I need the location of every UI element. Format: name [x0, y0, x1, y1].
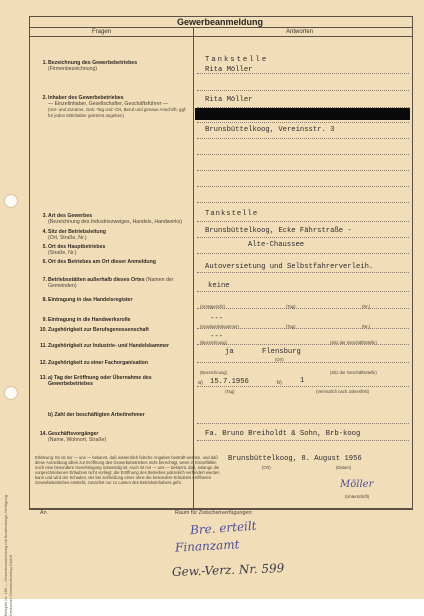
answer-owner: Rita Möller [205, 96, 253, 104]
handwritten-note: Bre. erteilt [189, 518, 257, 538]
question-number: 11. [40, 343, 47, 349]
answer-line [197, 386, 409, 387]
question-5 [48, 244, 188, 256]
column-divider [193, 27, 194, 508]
question-label: Bezeichnung des Gewerbebetriebes [48, 60, 138, 66]
question-label: Inhaber des Gewerbebetriebes [48, 95, 124, 101]
answer-local-business: Autoversietung und Selbstfahrerverleih. [205, 263, 374, 271]
field-label: (Tag) [286, 304, 296, 309]
field-label: (Tag) [225, 389, 235, 394]
handwritten-note: Finanzamt [174, 537, 240, 555]
answer-line [197, 272, 409, 273]
page-title: Gewerbeanmeldung [176, 17, 264, 27]
question-13a: a) Tag der Eröffnung oder Übernahme des Gewerbebetriebes [48, 375, 152, 387]
answer-line [197, 186, 409, 187]
field-label: (Nr.) [362, 304, 371, 309]
answer-line [197, 170, 409, 171]
answer-craft-register: --- [210, 315, 223, 323]
question-label: Geschäftsvorgänger [48, 431, 99, 437]
field-label: (Ort) [262, 465, 271, 470]
sidebar-print: Beispiel Nr. 186 — Gewerbeanmeldung mit Bearbeitungs-Verfügung Deutscher Gemeindeverlag GmbH [3, 495, 13, 616]
question-number: 7. [42, 277, 47, 283]
question-2 [48, 95, 188, 119]
question-number: 2. [42, 95, 47, 101]
punch-hole [4, 194, 18, 208]
field-label: (Handwerkskammer) [200, 324, 239, 329]
question-1 [48, 60, 188, 72]
field-label: (Datum) [336, 465, 352, 470]
answer-opening-date: 15.7.1956 [210, 378, 249, 386]
remarks-label: Raum für Zwischenverfügungen: [175, 510, 253, 516]
field-label: (Tag) [286, 324, 296, 329]
answer-firm-name: Rita Möller [205, 66, 253, 74]
signature: Möller [340, 479, 374, 490]
redaction-bar [195, 108, 410, 120]
question-hint: (Vor- und Zuname, Geb.-Tag und -Ort, Beruf und genaue Anschrift, ggf. für jeden Mitinhaber getrennt angeben) [48, 107, 187, 118]
answer-prefix: b) [277, 380, 282, 386]
question-7 [48, 277, 188, 289]
recipient-label: An [40, 510, 47, 516]
field-label: (Sitz der Geschäftsstelle) [330, 340, 377, 345]
question-number: 3. [42, 213, 47, 219]
answer-business-name: Tankstelle [205, 56, 269, 64]
answer-line [197, 362, 409, 363]
answer-line [197, 253, 409, 254]
answer-line [197, 221, 409, 222]
answer-line [197, 291, 409, 292]
col-header-answers: Antworten [286, 29, 314, 35]
question-number: 1. [42, 60, 47, 66]
question-number: 8. [42, 297, 47, 303]
question-4 [48, 229, 188, 241]
question-13b: b) Zahl der beschäftigten Arbeitnehmer [48, 412, 145, 418]
question-number: 13. [39, 375, 47, 381]
question-label: Sitz der Betriebsleitung [48, 229, 106, 235]
question-hint: (Firmenbezeichnung) [48, 66, 98, 72]
answer-chamber-location: Flensburg [262, 348, 301, 356]
question-number: 6. [42, 259, 47, 265]
question-hint: — Einzelinhaber, Gesellschafter, Geschäftsführer — [48, 101, 168, 107]
question-hint: (Straße, Nr.) [48, 250, 77, 256]
field-label: (Bezeichnung) [200, 370, 228, 375]
field-label: (Sitz der Geschäftsstelle) [330, 370, 377, 375]
answer-line [197, 423, 409, 424]
answer-line [197, 154, 409, 155]
question-8: Eintragung in das Handelsregister [48, 297, 133, 303]
question-number: 9. [42, 317, 47, 323]
answer-line [197, 202, 409, 203]
question-10: Zugehörigkeit zur Berufsgenossenschaft [48, 327, 149, 333]
answer-trade-type: Tankstelle [205, 210, 259, 218]
question-label: Betriebsstätten außerhalb dieses Ortes [48, 277, 145, 283]
declaration-text: Erklärung: Es ist mir — uns — bekannt, daß wissentlich falsche Angaben bestraft werden, und daß diese Anmeldung allein zur Eröffnung des Gewerbebetriebes nicht berechtigt, wenn in Einzelfällen noch eine besondere Genehmigung notwendig ist. Auch ist mir — uns — bekannt, daß, solange die vorgeschriebenen Erlaubnis nicht vorliegt, die Eröffnung des Betriebes polizeilich verhindert werden kann und wird der Schaden, der bei Schließung eines ohne die besondere Erlaubnis eröffneten Gewerbebetriebes entsteht, zunächst nur zu Lasten des Betriebsinhabers geht. [35, 455, 220, 485]
place-date: Brunsbüttelkoog, 8. August 1956 [228, 455, 362, 463]
question-label: Art des Gewerbes [48, 213, 93, 219]
question-9: Eintragung in die Handwerksrolle [48, 317, 131, 323]
answer-management-seat: Brunsbüttelkoog, Ecke Fährstraße - [205, 227, 352, 235]
answer-other-sites: keine [208, 282, 230, 290]
answer-line [197, 440, 409, 441]
handwritten-note: Gew.-Verz. Nr. 599 [171, 561, 285, 579]
field-label: (Unterschrift) [345, 494, 370, 499]
answer-owner-address: Brunsbüttelkoog, Vereinsstr. 3 [205, 126, 335, 134]
question-14 [48, 431, 188, 443]
bottom-divider [29, 508, 412, 509]
answer-trade-association: --- [210, 333, 223, 341]
question-hint: (Bezeichnung des Industriezweiges, Handels, Handwerks) [48, 219, 183, 225]
question-hint: (Name, Wohnort, Straße) [48, 437, 107, 443]
answer-employee-count: 1 [300, 377, 305, 385]
answer-line [197, 344, 409, 345]
field-label: (Nr.) [362, 324, 371, 329]
field-label: (Bezeichnung) [200, 340, 228, 345]
answer-chamber-membership: ja [225, 348, 234, 356]
answer-line [197, 90, 409, 91]
question-hint: (Ort, Straße, Nr.) [48, 235, 87, 241]
answer-line [197, 138, 409, 139]
question-label: Ort des Hauptbetriebes [48, 244, 106, 250]
answer-prefix: a) [198, 380, 203, 386]
question-number: 12. [39, 360, 47, 366]
question-12: Zugehörigkeit zu einer Fachorganisation [48, 360, 149, 366]
answer-line [197, 122, 409, 123]
answer-line [197, 308, 409, 309]
field-label: (Vermutlich nach Jahresfrist) [316, 389, 370, 394]
title-divider [29, 27, 412, 28]
col-header-questions: Fragen [92, 29, 112, 35]
field-label: (Amtsgericht) [200, 304, 225, 309]
question-number: 10. [39, 327, 47, 333]
question-3 [48, 213, 188, 225]
answer-predecessor: Fa. Bruno Breiholdt & Sohn, Brb-koog [205, 430, 361, 438]
question-6: Ort des Betriebes am Ort dieser Anmeldung [48, 259, 156, 265]
question-number: 5. [42, 244, 47, 250]
question-11: Zugehörigkeit zur Industrie- und Handelskammer [48, 343, 170, 349]
question-number: 14. [39, 431, 47, 437]
question-number: 4. [42, 229, 47, 235]
answer-management-seat-cont: Alte-Chaussee [248, 241, 305, 249]
field-label: (Ort) [275, 357, 284, 362]
answer-line [197, 237, 409, 238]
header-divider [29, 36, 412, 37]
question-hint: (Namen der Gemeinden) [48, 277, 174, 289]
